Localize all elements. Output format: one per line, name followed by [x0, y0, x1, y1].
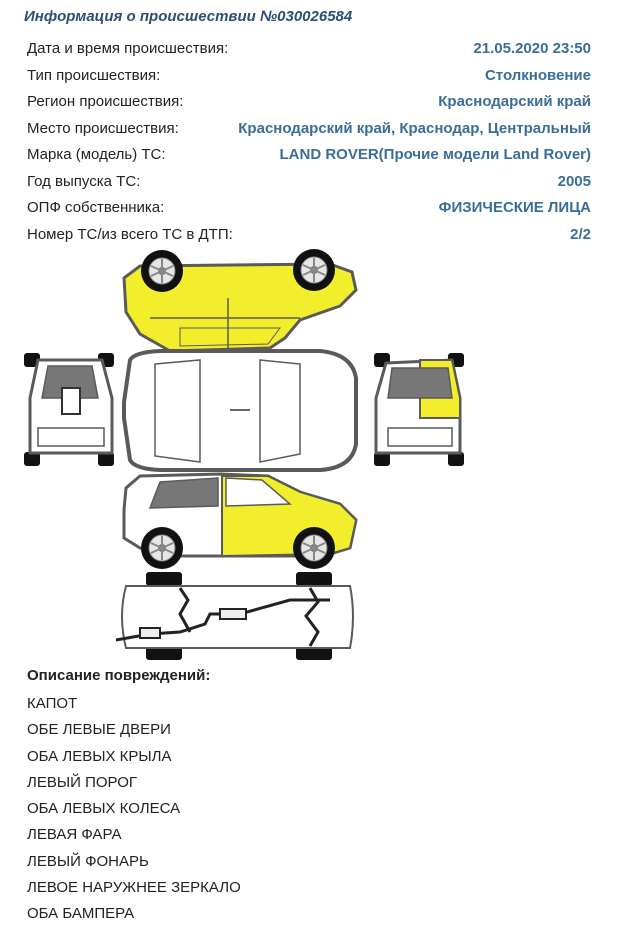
- damage-item: ЛЕВАЯ ФАРА: [27, 826, 122, 844]
- damage-item: ОБЕ ЛЕВЫЕ ДВЕРИ: [27, 721, 171, 739]
- page-title: Информация о происшествии №030026584: [24, 8, 353, 25]
- info-value: 21.05.2020 23:50: [473, 40, 591, 57]
- info-row-model: [27, 146, 591, 173]
- info-value: 2005: [557, 172, 591, 190]
- info-label: Марка (модель) ТС:: [27, 146, 166, 163]
- info-value: Столкновение: [484, 66, 591, 84]
- car-top-view: [124, 351, 356, 470]
- damage-item: КАПОТ: [27, 695, 78, 712]
- info-label: Тип происшествия:: [27, 66, 161, 84]
- damage-item: ОБА ЛЕВЫХ КОЛЕСА: [27, 800, 181, 818]
- car-right-side-view: [124, 474, 356, 569]
- info-label: ОПФ собственника:: [27, 199, 165, 216]
- car-left-side-view: [124, 249, 356, 351]
- info-value: ФИЗИЧЕСКИЕ ЛИЦА: [438, 199, 591, 216]
- car-underbody-view: [116, 572, 353, 660]
- info-row-type: [27, 67, 591, 94]
- info-row-region: [27, 93, 591, 120]
- info-label: Номер ТС/из всего ТС в ДТП:: [27, 225, 233, 243]
- damages-title: Описание повреждений:: [27, 667, 211, 684]
- damage-diagram: [0, 248, 621, 663]
- info-row-owner: [27, 199, 591, 226]
- info-value: LAND ROVER(Прочие модели Land Rover): [279, 146, 591, 163]
- car-front-view: [374, 353, 464, 466]
- damage-item: ЛЕВЫЙ ПОРОГ: [27, 773, 137, 791]
- damage-item: ОБА БАМПЕРА: [27, 905, 135, 923]
- info-value: Краснодарский край, Краснодар, Центральный: [238, 119, 591, 137]
- damage-item: ЛЕВЫЙ ФОНАРЬ: [27, 852, 149, 870]
- info-value: Краснодарский край: [438, 93, 591, 110]
- damages-list: [27, 691, 241, 928]
- info-label: Место происшествия:: [27, 119, 179, 137]
- info-label: Год выпуска ТС:: [27, 172, 141, 190]
- car-rear-view: [24, 353, 114, 466]
- info-row-date: [27, 40, 591, 67]
- damage-item: ЛЕВОЕ НАРУЖНЕЕ ЗЕРКАЛО: [27, 879, 241, 897]
- damage-item: ОБА ЛЕВЫХ КРЫЛА: [27, 747, 172, 765]
- incident-info: [27, 40, 591, 252]
- info-label: Дата и время происшествия:: [27, 40, 229, 57]
- info-label: Регион происшествия:: [27, 93, 184, 110]
- info-row-place: [27, 120, 591, 147]
- info-row-year: [27, 173, 591, 200]
- info-value: 2/2: [570, 225, 591, 243]
